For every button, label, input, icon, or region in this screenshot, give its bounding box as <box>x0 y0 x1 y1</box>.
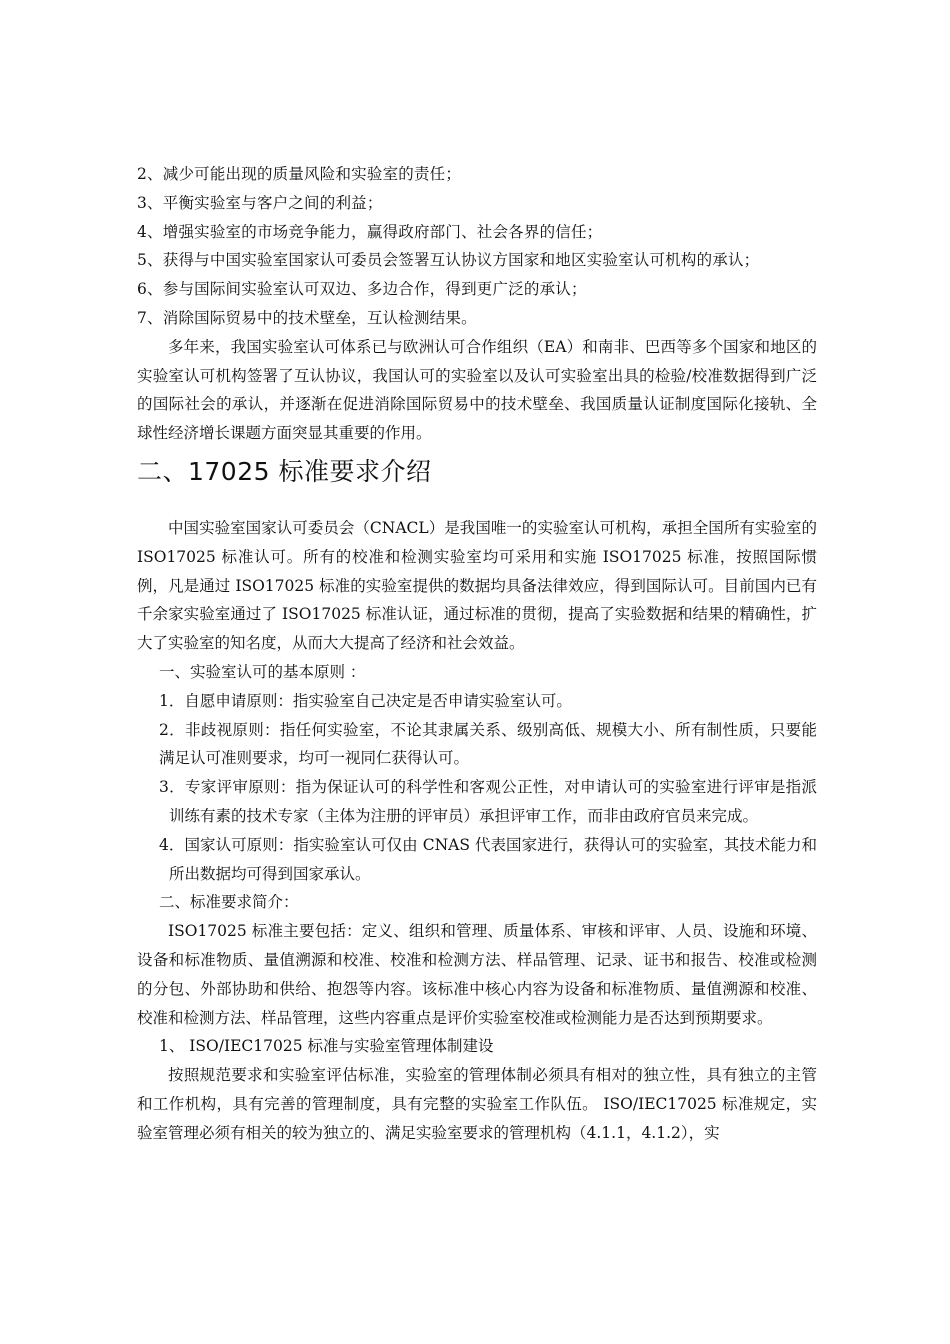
list-item: 5、获得与中国实验室国家认可委员会签署互认协议方国家和地区实验室认可机构的承认； <box>137 251 760 270</box>
cnacl-paragraph: 中国实验室国家认可委员会（CNACL）是我国唯一的实验室认可机构，承担全国所有实验室的 ISO17025 标准认可。所有的校准和检测实验室均可采用和实施 ISO17025 标准，按照国际惯例，凡是通过 ISO17025 标准的实验室提供的数据均具备法律效应，得到国际认可。目前国内已有千余家实验室通过了 ISO17025 标准认证，通过标准的贯彻，提高了实验数据和结果的精确性，扩大了实验室的知名度，从而大大提高了经济和社会效益。 <box>137 518 817 653</box>
list-item: 7、消除国际贸易中的技术壁垒，互认检测结果。 <box>137 308 477 327</box>
list-item: 6、参与国际间实验室认可双边、多边合作，得到更广泛的承认； <box>137 280 587 299</box>
list-item: 3、平衡实验室与客户之间的利益； <box>137 193 383 212</box>
principle-item: 3．专家评审原则：指为保证认可的科学性和客观公正性，对申请认可的实验室进行评审是指派训练有素的技术专家（主体为注册的评审员）承担评审工作，而非由政府官员来完成。 <box>159 778 817 825</box>
benefits-list <box>137 160 817 333</box>
list-item: 2、减少可能出现的质量风险和实验室的责任； <box>137 165 462 183</box>
principles-heading: 一、实验室认可的基本原则 ： <box>159 662 366 681</box>
list-item: 4、增强实验室的市场竞争能力，赢得政府部门、社会各界的信任； <box>137 222 603 241</box>
intro-paragraph: 多年来，我国实验室认可体系已与欧洲认可合作组织（EA）和南非、巴西等多个国家和地区的实验室认可机构签署了互认协议，我国认可的实验室以及认可实验室出具的检验/校准数据得到广泛的国际社会的承认，并逐渐在促进消除国际贸易中的技术壁垒、我国质量认证制度国际化接轨、全球性经济增长课题方面突显其重要的作用。 <box>137 337 817 443</box>
subsection-paragraph: 按照规范要求和实验室评估标准，实验室的管理体制必须具有相对的独立性，具有独立的主管和工作机构，具有完善的管理制度，具有完整的实验室工作队伍。 ISO/IEC17025 标准规定，实验室管理必须有相关的较为独立的、满足实验室要求的管理机构（4.1.1，4.1.2），实 <box>137 1066 817 1142</box>
standard-intro-heading: 二、标准要求简介： <box>159 893 299 912</box>
document-page <box>137 160 817 1148</box>
subsection-heading: 1、 ISO/IEC17025 标准与实验室管理体制建设 <box>159 1037 494 1056</box>
principle-item: 1．自愿申请原则：指实验室自己决定是否申请实验室认可。 <box>159 691 572 710</box>
principle-item: 4．国家认可原则：指实验室认可仅由 CNAS 代表国家进行，获得认可的实验室，其技术能力和所出数据均可得到国家承认。 <box>159 835 817 883</box>
principle-item: 2．非歧视原则：指任何实验室，不论其隶属关系、级别高低、规模大小、所有制性质，只要能满足认可准则要求，均可一视同仁获得认可。 <box>159 720 817 768</box>
standard-intro-paragraph: ISO17025 标准主要包括：定义、组织和管理、质量体系、审核和评审、人员、设施和环境、设备和标准物质、量值溯源和校准、校准和检测方法、样品管理、记录、证书和报告、校准或检测的分包、外部协助和供给、抱怨等内容。该标准中核心内容为设备和标准物质、量值溯源和校准、校准和检测方法、样品管理，这些内容重点是评价实验室校准或检测能力是否达到预期要求。 <box>137 922 817 1027</box>
section-heading: 二、17025 标准要求介绍 <box>137 456 432 486</box>
